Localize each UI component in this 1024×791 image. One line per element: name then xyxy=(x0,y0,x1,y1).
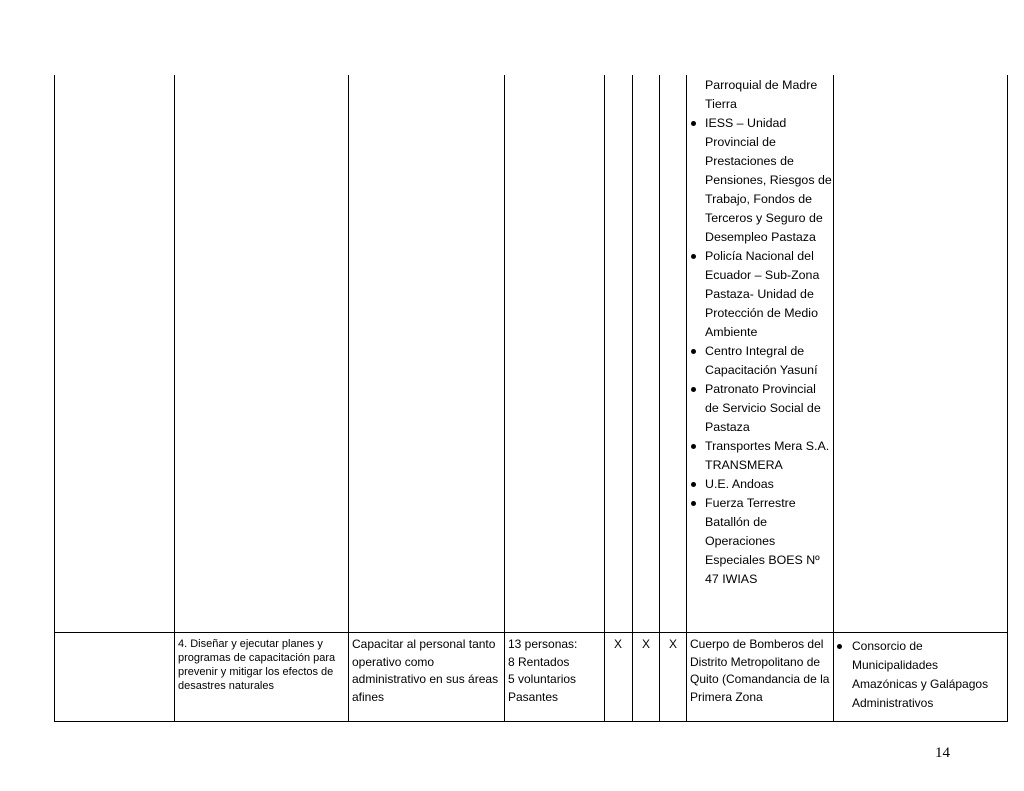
table-border-right xyxy=(1007,75,1008,722)
activity-cell: Capacitar al personal tanto operativo como administrativo en sus áreas afines xyxy=(352,637,499,704)
objective-cell: 4. Diseñar y ejecutar planes y programas de capacitación para prevenir y mitigar los efectos de desastres naturales xyxy=(178,638,336,692)
participants-line: 13 personas: xyxy=(508,637,578,651)
partner-cell xyxy=(834,637,1004,713)
schedule-mark: X xyxy=(613,637,622,651)
list-item: Policía Nacional del Ecuador – Sub-Zona Pastaza- Unidad de Protección de Medio Ambiente xyxy=(688,247,832,342)
table-row-divider xyxy=(54,632,1008,633)
table-column-divider xyxy=(833,75,834,722)
list-item: Patronato Provincial de Servicio Social de Pastaza xyxy=(688,380,832,437)
table-column-divider xyxy=(174,75,175,722)
schedule-mark: X xyxy=(668,637,677,651)
participants-line: 5 voluntarios xyxy=(508,672,577,686)
institution-cell: Cuerpo de Bomberos del Distrito Metropolitano de Quito (Comandancia de la Primera Zona xyxy=(690,637,830,704)
participants-line: 8 Rentados xyxy=(508,654,570,669)
participants-cell xyxy=(508,636,603,706)
list-item: Transportes Mera S.A. TRANSMERA xyxy=(688,437,832,475)
list-item: U.E. Andoas xyxy=(688,475,832,494)
table-column-divider xyxy=(632,75,633,722)
table-column-divider xyxy=(659,75,660,722)
list-item-continued: Tierra xyxy=(705,97,737,111)
partner-bullet-list xyxy=(834,637,1004,713)
institutions-bullet-list xyxy=(688,114,832,589)
table-border-left xyxy=(54,75,55,722)
table-column-divider xyxy=(686,75,687,722)
list-item: Fuerza Terrestre Batallón de Operaciones Especiales BOES Nº 47 IWIAS xyxy=(688,494,832,589)
list-item: IESS – Unidad Provincial de Prestaciones de Pensiones, Riesgos de Trabajo, Fondos de Terceros y Seguro de Desempleo Pastaza xyxy=(688,114,832,247)
list-item: Centro Integral de Capacitación Yasuní xyxy=(688,342,832,380)
table-column-divider xyxy=(348,75,349,722)
institutions-list-continued xyxy=(688,76,832,589)
table-column-divider xyxy=(504,75,505,722)
list-item: Consorcio de Municipalidades Amazónicas y Galápagos Administrativos xyxy=(834,637,1004,713)
table-column-divider xyxy=(604,75,605,722)
participants-line: Pasantes xyxy=(508,689,559,704)
schedule-mark: X xyxy=(641,637,650,651)
list-item-continued: Parroquial de Madre xyxy=(705,78,818,92)
page-number: 14 xyxy=(935,745,950,761)
table-border-bottom xyxy=(54,721,1008,722)
